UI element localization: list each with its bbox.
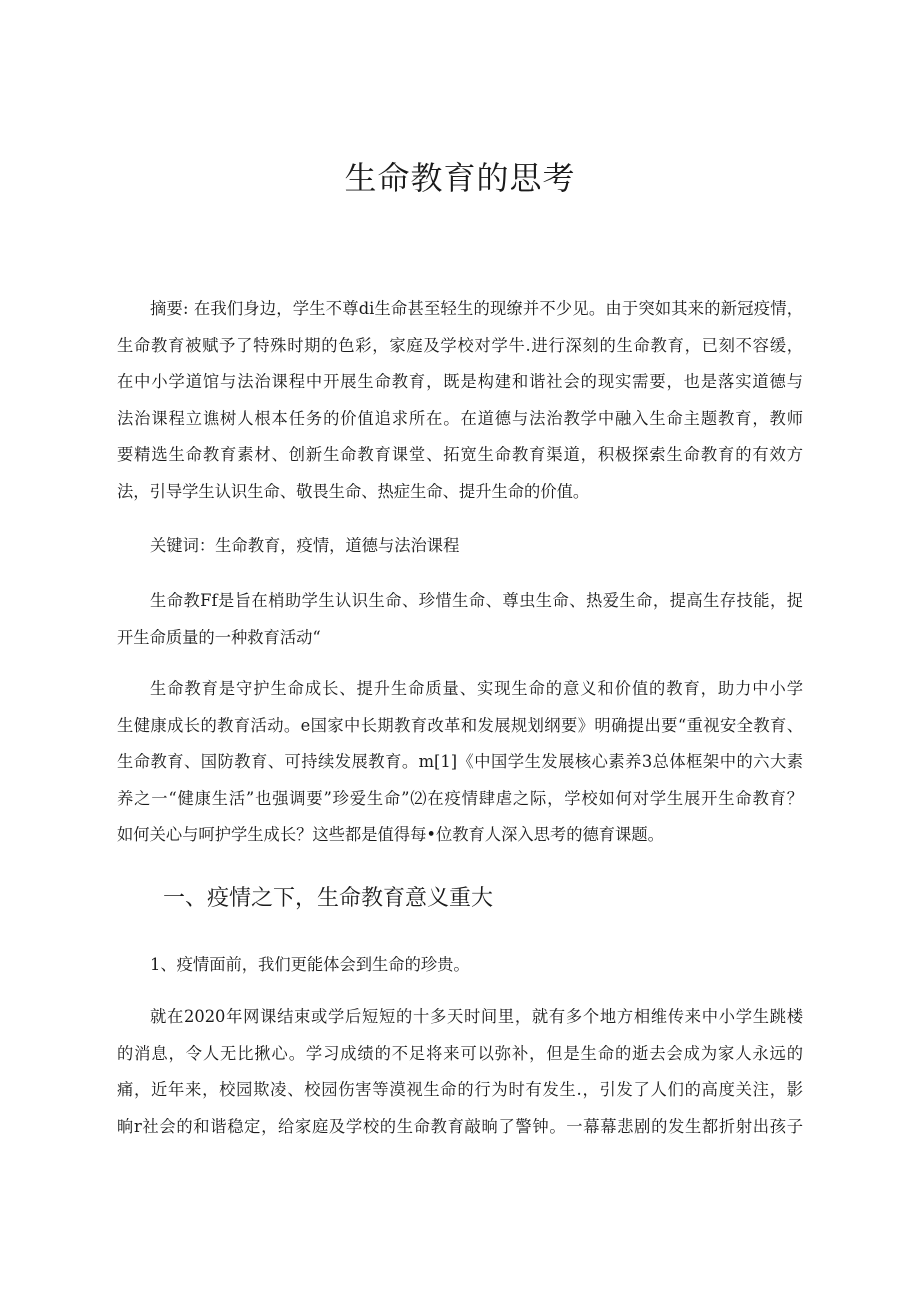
- keywords-line: 关键词：生命教育，疫情，道德与法治课程: [150, 536, 460, 555]
- abstract-line: 在中小学道馆与法治课程中开展生命教育，既是构建和谐社会的现实需要，也是落实道德与: [117, 372, 803, 391]
- abstract-line: 生命教育被赋予了特殊时期的色彩，家庭及学校对学牛.进行深刻的生命教育，已刻不容缓，: [117, 335, 803, 355]
- definition-paragraph: [117, 583, 803, 656]
- section-heading: 一、疫情之下，生命教育意义重大: [163, 886, 494, 911]
- body-line: 生命教育是守护生命成长、提升生命质量、实现生命的意义和价值的教育，助力中小学: [150, 679, 803, 698]
- abstract-line: 法，引导学生认识生命、敬畏生命、热症生命、提升生命的价值。: [117, 481, 590, 501]
- abstract-paragraph: [117, 291, 803, 510]
- document-title: 生命教育的思考: [344, 159, 576, 197]
- body-line: 生健康成长的教育活动。e国家中长期教育改革和发展规划纲要》明确提出要“重视安全教育、: [117, 715, 803, 735]
- definition-line: 生命教Ff是旨在梢助学生认识生命、珍惜生命、尊虫生命、热爱生命，提高生存技能，捉: [150, 591, 803, 610]
- section-line: 晌r社会的和谐稳定，给家庭及学校的生命教育敲晌了警钟。一幕幕悲剧的发生都折射出孩子: [117, 1116, 803, 1136]
- abstract-line: 法治课程立谯树人根本任务的价值追求所在。在道德与法治教学中融入生命主题教育，教师: [117, 408, 803, 428]
- body-line: 如何关心与呵护学生成长？这些都是值得每•位教育人深入思考的德育课题。: [117, 825, 664, 844]
- body-line: 生命教育、国防教育、可持续发展教育。m[1]《中国学生发展核心素养3总体框架中的六大素: [117, 752, 803, 771]
- section-line: 痛，近年来，校园欺凌、校园伤害等漠视生命的行为时有发生.，引发了人们的高度关注，影: [117, 1080, 803, 1099]
- section-line: 的消息，令人无比揪心。学习成绩的不足将来可以弥补，但是生命的逝去会成为家人永远的: [117, 1043, 803, 1063]
- abstract-line: 要精选生命教育素材、创新生命教育课堂、拓宽生命教育渠道，积极探索生命教育的有效方: [117, 445, 803, 464]
- abstract-line: 摘要: 在我们身边，学生不尊di生命甚至轻生的现缭并不少见。由于突如其来的新冠疫情，: [150, 299, 803, 318]
- keywords-paragraph: [117, 528, 803, 565]
- section-subheading: 1、疫情面前，我们更能体会到生命的珍贵。: [150, 955, 470, 974]
- section-paragraph: [117, 999, 803, 1145]
- body-paragraph: [117, 671, 803, 854]
- section-line: 就在2020年网课结束或学后短短的十多天时间里，就有多个地方相维传来中小学生跳楼: [150, 1007, 803, 1026]
- body-line: 养之一“健康生活”也强调要”珍爱生命”⑵在疫情肆虐之际，学校如何对学生展开生命教育？: [117, 788, 803, 808]
- definition-line: 开生命质量的一种救育活动“: [117, 627, 321, 647]
